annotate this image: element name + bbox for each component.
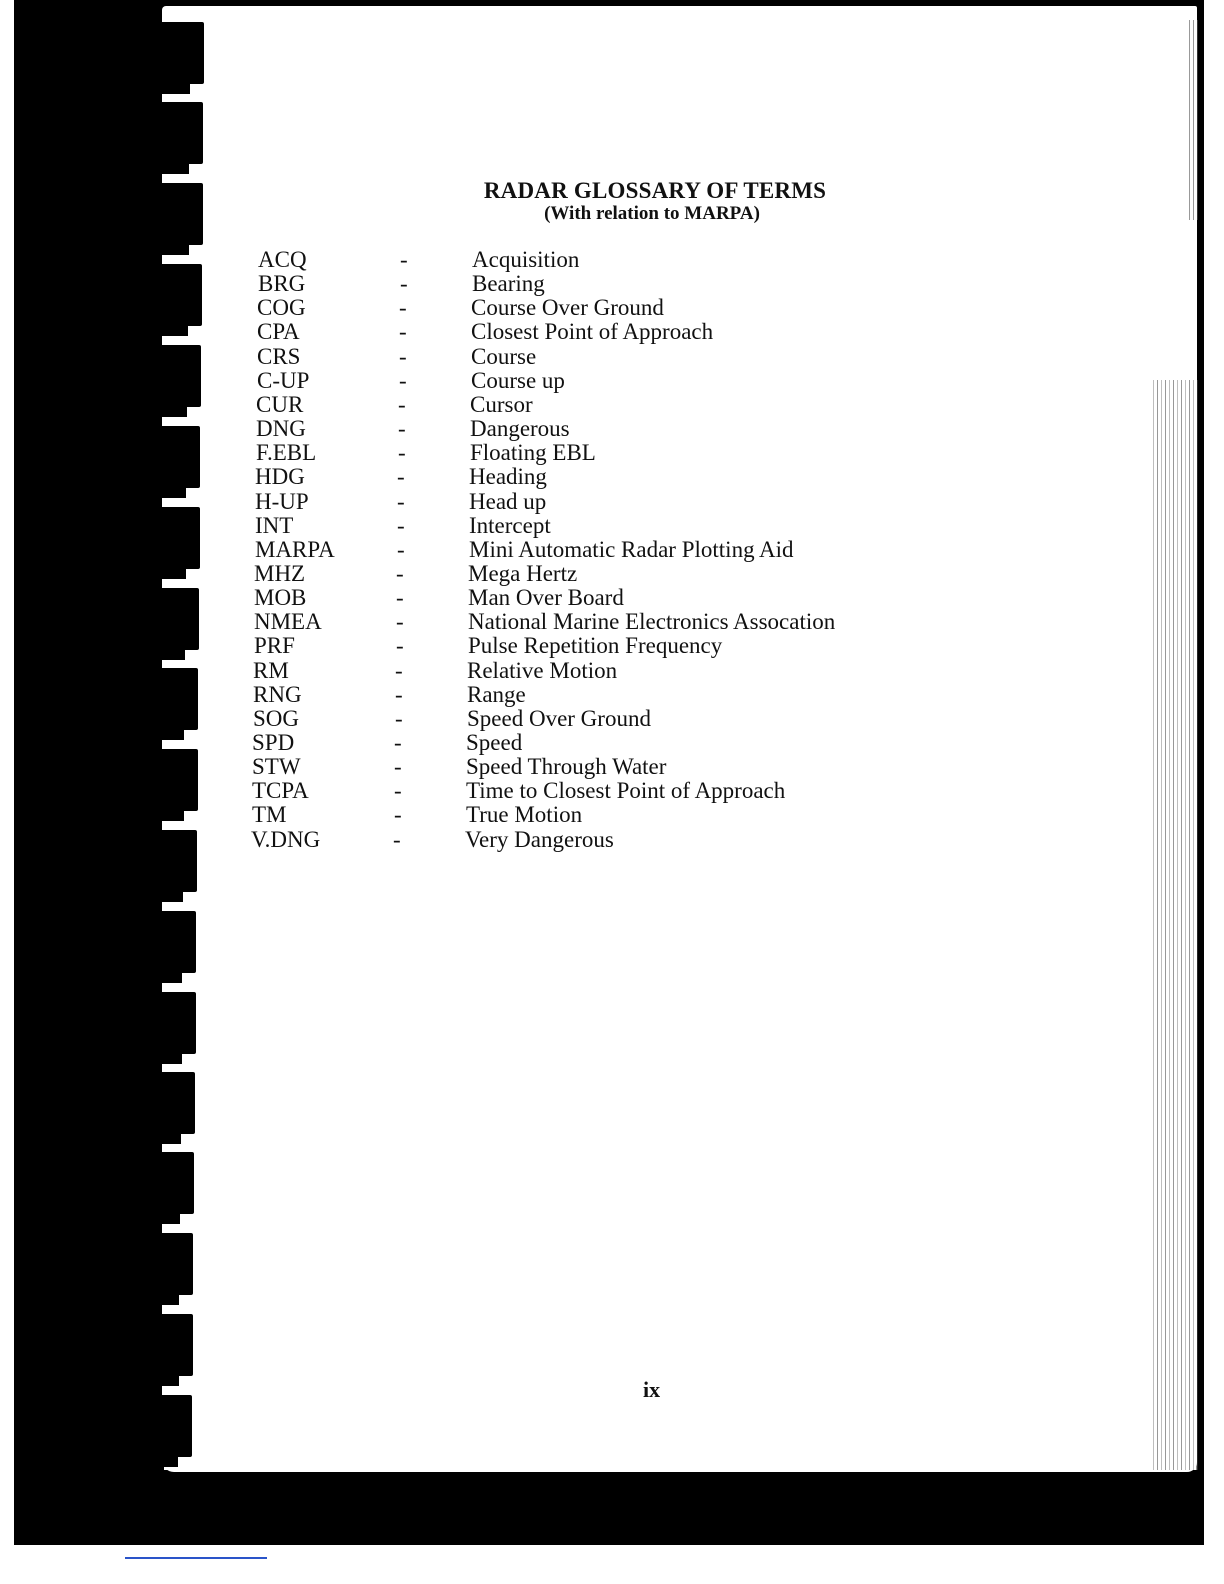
glossary-term: Course Over Ground (471, 295, 664, 321)
glossary-separator: - (397, 464, 405, 490)
glossary-abbreviation: CPA (257, 319, 300, 345)
glossary-abbreviation: HDG (255, 464, 305, 490)
glossary-abbreviation: C-UP (257, 367, 310, 393)
glossary-separator: - (396, 560, 404, 586)
glossary-term: Mega Hertz (468, 560, 578, 586)
glossary-term: Floating EBL (470, 440, 596, 466)
binding-hole (157, 345, 201, 407)
glossary-term: Course up (471, 367, 565, 393)
glossary-abbreviation: H-UP (255, 488, 309, 514)
glossary-separator: - (397, 488, 405, 514)
glossary-abbreviation: MOB (254, 585, 307, 611)
glossary-term: Acquisition (472, 247, 580, 272)
glossary-separator: - (397, 536, 405, 562)
glossary-abbreviation: COG (257, 295, 306, 321)
binding-hole (160, 22, 204, 84)
page-subtitle: (With relation to MARPA) (544, 203, 760, 224)
glossary-separator: - (400, 271, 408, 297)
glossary-separator: - (399, 343, 407, 369)
glossary-separator: - (397, 512, 405, 538)
glossary-abbreviation: TCPA (252, 778, 309, 804)
page-number: ix (643, 1377, 661, 1402)
glossary-abbreviation: MHZ (254, 560, 306, 586)
scan-artifact-line (125, 1557, 267, 1559)
glossary-abbreviation: F.EBL (256, 440, 317, 466)
binding-hole (156, 426, 200, 488)
glossary-separator: - (394, 754, 402, 780)
binding-hole (152, 911, 196, 973)
scan-background-bottom (14, 1470, 1204, 1545)
glossary-abbreviation: SPD (252, 730, 295, 755)
scan-background-left (14, 0, 164, 1545)
glossary-term: Heading (469, 464, 547, 490)
glossary-term: Speed Over Ground (467, 705, 651, 731)
glossary-separator: - (398, 440, 406, 466)
glossary-abbreviation: CRS (257, 343, 301, 369)
glossary-term: Pulse Repetition Frequency (468, 633, 723, 659)
glossary-term: Time to Closest Point of Approach (466, 778, 786, 804)
binding-hole (149, 1233, 193, 1295)
glossary-term: Mini Automatic Radar Plotting Aid (469, 536, 794, 562)
glossary-abbreviation: RM (253, 657, 289, 683)
glossary-term: True Motion (466, 802, 583, 828)
glossary-separator: - (395, 657, 403, 683)
document-page (162, 6, 1197, 1472)
glossary-separator: - (393, 826, 401, 852)
binding-hole (158, 264, 202, 326)
glossary-term: Head up (469, 488, 547, 514)
glossary-abbreviation: MARPA (255, 536, 335, 562)
binding-hole (151, 1072, 195, 1134)
glossary-separator: - (394, 802, 402, 828)
glossary-abbreviation: BRG (258, 271, 306, 297)
glossary-abbreviation: SOG (253, 705, 300, 731)
glossary-separator: - (400, 247, 408, 272)
glossary-abbreviation: ACQ (258, 247, 307, 272)
glossary-abbreviation: TM (252, 802, 287, 828)
binding-hole (149, 1314, 193, 1376)
glossary-term: Closest Point of Approach (471, 319, 714, 345)
glossary-separator: - (394, 778, 402, 804)
glossary-term: Range (467, 681, 526, 707)
glossary-separator: - (395, 681, 403, 707)
page-edge-stack (1150, 380, 1198, 1470)
glossary-term: Course (471, 343, 537, 369)
glossary-separator: - (394, 730, 402, 755)
glossary-abbreviation: CUR (256, 391, 304, 417)
glossary-abbreviation: V.DNG (251, 826, 321, 852)
glossary-abbreviation: STW (252, 754, 301, 780)
binding-hole (154, 668, 198, 730)
glossary-separator: - (396, 585, 404, 611)
binding-hole (153, 830, 197, 892)
glossary-term: Bearing (472, 271, 545, 297)
glossary-abbreviation: NMEA (254, 609, 322, 635)
glossary-term: Very Dangerous (465, 826, 614, 852)
page-title: RADAR GLOSSARY OF TERMS (483, 178, 827, 203)
glossary-separator: - (396, 609, 404, 635)
glossary-separator: - (398, 391, 406, 417)
glossary-term: Dangerous (470, 416, 570, 442)
glossary-abbreviation: DNG (256, 416, 306, 442)
binding-hole (148, 1395, 192, 1457)
glossary-separator: - (399, 295, 407, 321)
glossary-abbreviation: RNG (253, 681, 302, 707)
binding-hole (156, 507, 200, 569)
glossary-term: Speed Through Water (466, 754, 667, 780)
glossary-separator: - (395, 705, 403, 731)
binding-hole (150, 1152, 194, 1214)
glossary-separator: - (396, 633, 404, 659)
glossary-term: Relative Motion (467, 657, 618, 683)
binding-hole (152, 992, 196, 1054)
binding-hole (159, 102, 203, 164)
binding-hole (154, 749, 198, 811)
glossary-term: Man Over Board (468, 585, 624, 611)
glossary-separator: - (399, 367, 407, 393)
glossary-term: Speed (466, 730, 523, 755)
glossary-separator: - (398, 416, 406, 442)
glossary-abbreviation: INT (255, 512, 294, 538)
glossary-term: Cursor (470, 391, 533, 417)
glossary-term: Intercept (469, 512, 551, 538)
glossary-separator: - (399, 319, 407, 345)
binding-hole (155, 588, 199, 650)
glossary-abbreviation: PRF (254, 633, 295, 659)
glossary-term: National Marine Electronics Assocation (468, 609, 836, 635)
